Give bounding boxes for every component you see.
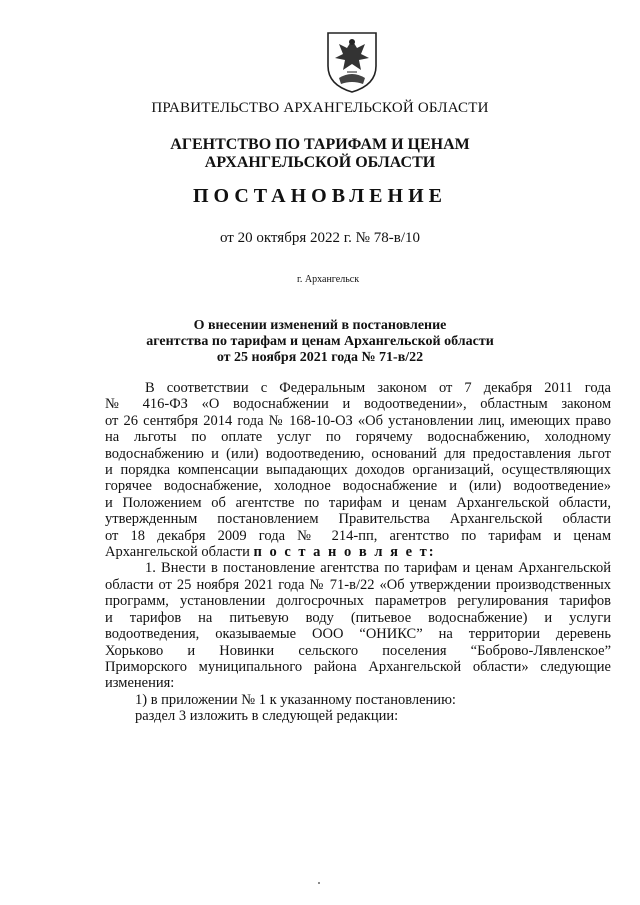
- document-type-heading: ПОСТАНОВЛЕНИЕ: [193, 185, 447, 207]
- body-line: горячее водоснабжение, холодное водоснабжение и (или) водоотведение»: [105, 478, 611, 495]
- body-line: изменения:: [105, 675, 175, 692]
- body-line: Приморского муниципального района Архангельской области» следующие: [105, 658, 611, 675]
- resolves-word: п о с т а н о в л я е т:: [253, 544, 436, 561]
- body-line: водоотведения, оказываемые ООО “ОНИКС” на территории деревень: [105, 626, 611, 643]
- body-line: и тарифов на питьевую воду (питьевое водоснабжение) и услуги: [105, 609, 611, 626]
- page-mark-dot: [318, 882, 320, 884]
- body-line: утвержденным постановлением Правительства Архангельской области: [105, 511, 611, 528]
- body-line: № 416-ФЗ «О водоснабжении и водоотведении», областным законом: [105, 396, 611, 413]
- paragraph-section: раздел 3 изложить в следующей редакции:: [135, 708, 399, 725]
- body-line: от 18 декабря 2009 года № 214-пп, агентство по тарифам и ценам: [105, 527, 611, 544]
- region-text: Архангельской области: [105, 544, 250, 561]
- body-line: [105, 544, 611, 560]
- body-line: области от 25 ноября 2021 года № 71-в/22 «Об утверждении производственных: [105, 576, 611, 593]
- body-line: Хорьково и Новинки сельского поселения “Боброво-Лявленское”: [105, 642, 611, 659]
- body-line: программ, установлении долгосрочных параметров регулирования тарифов: [105, 593, 611, 610]
- body-line: от 26 сентября 2014 года № 168-10-ОЗ «Об установлении лиц, имеющих право: [105, 412, 611, 429]
- document-city: г. Архангельск: [296, 274, 360, 285]
- paragraph-legal-basis: [105, 380, 611, 560]
- document-date-number: от 20 октября 2022 г. № 78-в/10: [219, 230, 420, 246]
- paragraph-annex: 1) в приложении № 1 к указанному постановлению:: [135, 691, 456, 708]
- document-body: [105, 380, 611, 725]
- body-line: на льготы по оплате услуг по горячему водоснабжению, холодному: [105, 429, 611, 446]
- agency-name: [0, 136, 640, 172]
- coat-of-arms-emblem: [325, 30, 379, 94]
- document-title-line2: агентства по тарифам и ценам Архангельской области: [146, 334, 494, 349]
- body-line: 1. Внести в постановление агентства по тарифам и ценам Архангельской: [145, 560, 611, 577]
- document-title-line3: от 25 ноября 2021 года № 71-в/22: [216, 350, 424, 365]
- document-title: [0, 318, 640, 366]
- agency-name-line1: АГЕНТСТВО ПО ТАРИФАМ И ЦЕНАМ: [170, 136, 470, 153]
- government-name: ПРАВИТЕЛЬСТВО АРХАНГЕЛЬСКОЙ ОБЛАСТИ: [151, 100, 489, 116]
- agency-name-line2: АРХАНГЕЛЬСКОЙ ОБЛАСТИ: [204, 154, 436, 171]
- document-title-line1: О внесении изменений в постановление: [193, 318, 447, 333]
- body-line: В соответствии с Федеральным законом от 7 декабря 2011 года: [145, 380, 611, 396]
- body-line: и порядка компенсации выпадающих доходов организаций, осуществляющих: [105, 462, 611, 479]
- body-line: и Положением об агентстве по тарифам и ценам Архангельской области,: [105, 494, 611, 511]
- paragraph-amendment: [105, 560, 611, 691]
- body-line: водоснабжению и (или) водоотведению, оснований для предоставления льгот: [105, 445, 611, 462]
